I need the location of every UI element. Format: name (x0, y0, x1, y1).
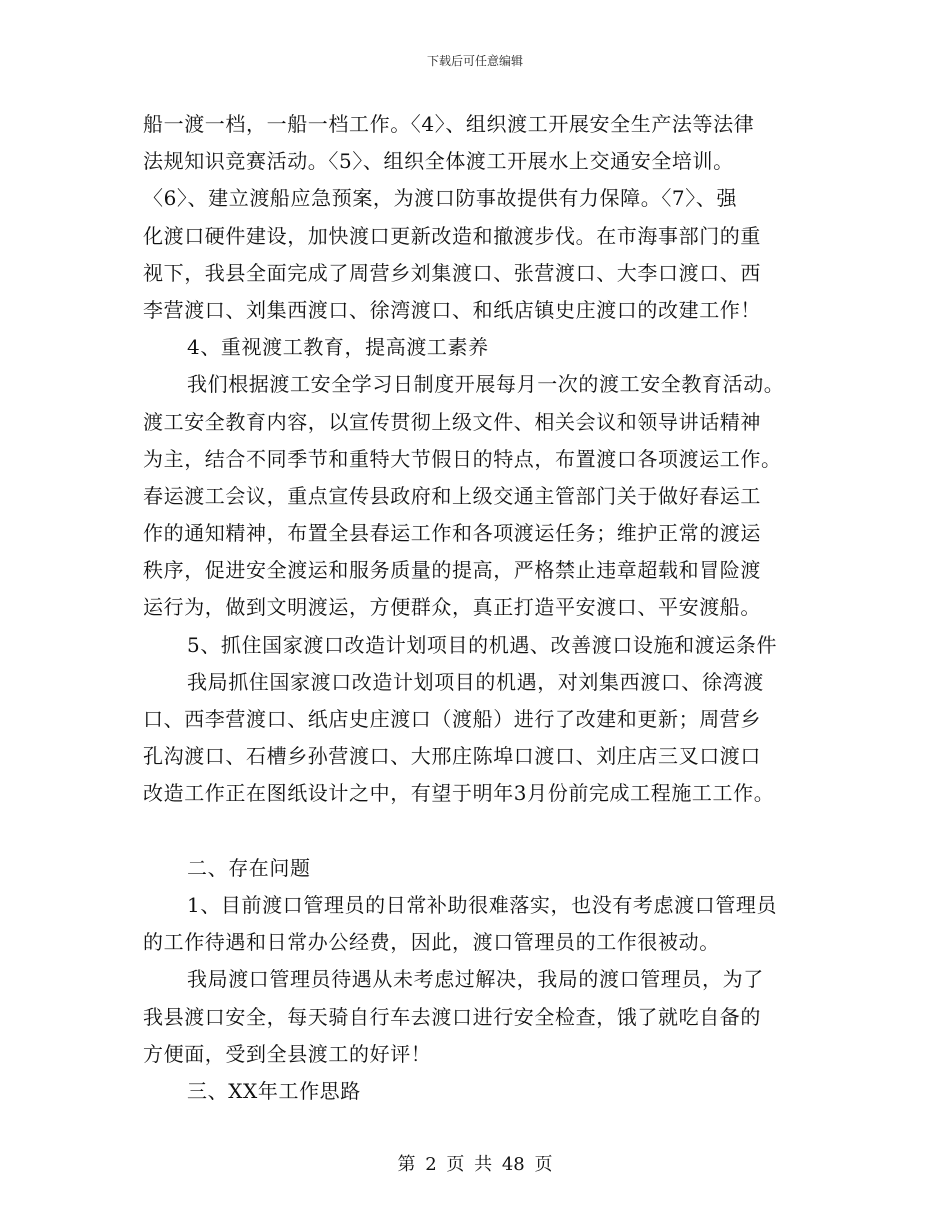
text-line: 渡工安全教育内容，以宣传贯彻上级文件、相关会议和领导讲话精神 (143, 409, 761, 434)
page-number-footer: 第 2 页 共 48 页 (397, 1154, 553, 1175)
section-heading: 三、XX年工作思路 (187, 1078, 361, 1103)
text-line: 船一渡一档，一船一档工作。〈4〉、组织渡工开展安全生产法等法律 (143, 112, 755, 136)
text-line: 的工作待遇和日常办公经费，因此，渡口管理员的工作很被动。 (143, 930, 720, 955)
text-line: 李营渡口、刘集西渡口、徐湾渡口、和纸店镇史庄渡口的改建工作！ (143, 297, 761, 322)
text-line: 孔沟渡口、石槽乡孙营渡口、大邢庄陈埠口渡口、刘庄店三叉口渡口 (143, 744, 761, 769)
paragraph-gap (143, 813, 807, 850)
text-line: 秩序，促进安全渡运和服务质量的提高，严格禁止违章超载和冒险渡 (143, 558, 761, 583)
text-line: 化渡口硬件建设，加快渡口更新改造和撤渡步伐。在市海事部门的重 (143, 223, 761, 248)
text-line: 作的通知精神，布置全县春运工作和各项渡运任务；维护正常的渡运 (143, 521, 761, 546)
section-heading: 4、重视渡工教育，提高渡工素养 (187, 335, 489, 360)
section-heading: 二、存在问题 (187, 855, 311, 880)
text-line: 1、目前渡口管理员的日常补助很难落实，也没有考虑渡口管理员 (187, 892, 778, 917)
text-line: 视下，我县全面完成了周营乡刘集渡口、张营渡口、大李口渡口、西 (143, 260, 761, 285)
text-line: 改造工作正在图纸设计之中，有望于明年3月份前完成工程施工工作。 (143, 781, 775, 806)
text-line: 我县渡口安全，每天骑自行车去渡口进行安全检查，饿了就吃自备的 (143, 1004, 761, 1029)
text-line: 我们根据渡工安全学习日制度开展每月一次的渡工安全教育活动。 (187, 372, 785, 397)
section-heading: 5、抓住国家渡口改造计划项目的机遇、改善渡口设施和渡运条件 (187, 632, 778, 657)
text-line: 方便面，受到全县渡工的好评！ (143, 1041, 432, 1066)
text-line: 运行为，做到文明渡运，方便群众，真正打造平安渡口、平安渡船。 (143, 595, 761, 620)
text-line: 我局抓住国家渡口改造计划项目的机遇，对刘集西渡口、徐湾渡 (187, 669, 764, 694)
text-line: 〈6〉、建立渡船应急预案，为渡口防事故提供有力保障。〈7〉、强 (143, 186, 738, 211)
text-line: 口、西李营渡口、纸店史庄渡口（渡船）进行了改建和更新；周营乡 (143, 707, 761, 731)
text-line: 春运渡工会议，重点宣传县政府和上级交通主管部门关于做好春运工 (143, 483, 761, 508)
text-line: 法规知识竞赛活动。〈5〉、组织全体渡工开展水上交通安全培训。 (143, 149, 734, 174)
text-line: 我局渡口管理员待遇从未考虑过解决，我局的渡口管理员，为了 (187, 967, 764, 992)
page-header: 下载后可任意编辑 (426, 54, 523, 68)
text-line: 为主，结合不同季节和重特大节假日的特点，布置渡口各项渡运工作。 (143, 446, 782, 471)
document-body (143, 106, 807, 1110)
